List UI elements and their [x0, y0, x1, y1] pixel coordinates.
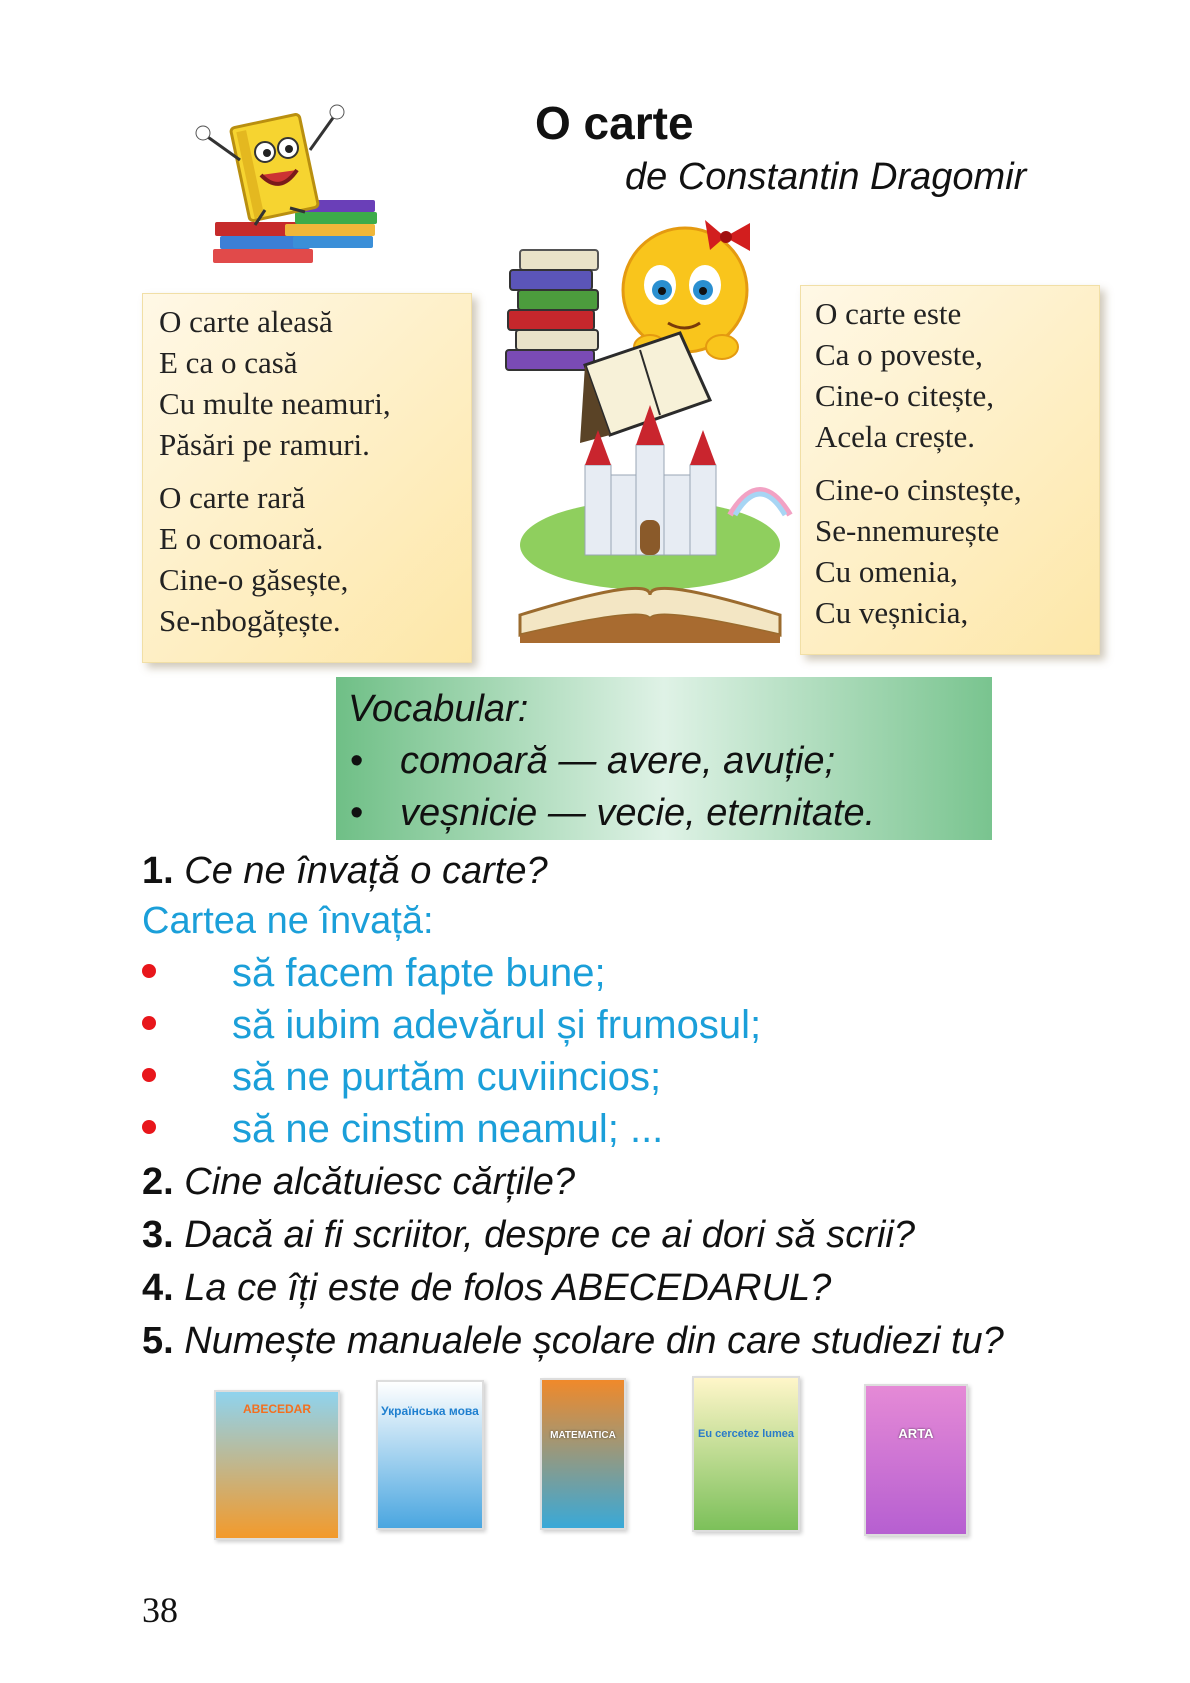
poem-stanza [159, 301, 471, 465]
vocabulary-heading: Vocabular: [348, 688, 529, 730]
poem-line: Cu veșnicia, [815, 595, 969, 630]
poem-line: Se-nbogățește. [159, 603, 341, 638]
question-5: 5. Numește manualele școlare din care studiezi tu? [142, 1320, 1004, 1362]
poem-line: O carte rară [159, 480, 306, 515]
poem-line: Cu multe neamuri, [159, 386, 391, 421]
vocabulary-item: • comoară — avere, avuție; [348, 735, 992, 787]
poem-stanza [815, 293, 1099, 457]
poem-line: Cine-o citește, [815, 378, 995, 413]
vocabulary-box [336, 677, 992, 840]
poem-line: O carte este [815, 296, 962, 331]
reading-smiley-illustration [500, 215, 800, 645]
poem-line: E o comoară. [159, 521, 324, 556]
red-bullet-icon [142, 1016, 156, 1030]
vocabulary-item: • veșnicie — vecie, eternitate. [348, 787, 992, 839]
poem-author: de Constantin Dragomir [625, 156, 1027, 198]
poem-line: O carte aleasă [159, 304, 333, 339]
red-bullet-icon [142, 964, 156, 978]
poem-line: Ca o poveste, [815, 337, 983, 372]
poem-line: Acela crește. [815, 419, 976, 454]
poem-line: Se-nnemurește [815, 513, 1000, 548]
textbook-cover-arta: ARTA [864, 1384, 968, 1536]
question-3: 3. Dacă ai fi scriitor, despre ce ai dori să scrii? [142, 1214, 915, 1256]
question-2: 2. Cine alcătuiesc cărțile? [142, 1161, 576, 1203]
book-character-illustration [185, 100, 395, 275]
bullet-icon: • [350, 792, 364, 834]
bullet-icon: • [350, 740, 364, 782]
question-1: 1. Ce ne învață o carte? [142, 850, 548, 892]
textbook-cover-abecedar: ABECEDAR [214, 1390, 340, 1540]
textbook-cover-matematica: MATEMATICA [540, 1378, 626, 1530]
answer-item: să iubim adevărul și frumosul; [142, 1005, 761, 1045]
answer-item: să ne purtăm cuviincios; [142, 1057, 661, 1097]
answer-item: să facem fapte bune; [142, 953, 606, 993]
question-4: 4. La ce îți este de folos ABECEDARUL? [142, 1267, 832, 1309]
textbook-cover-ukrainian: Українська мова [376, 1380, 484, 1530]
poem-stanza [159, 477, 471, 641]
poem-right-box [800, 285, 1100, 655]
poem-line: Cine-o găsește, [159, 562, 349, 597]
red-bullet-icon [142, 1068, 156, 1082]
poem-line: Cine-o cinstește, [815, 472, 1022, 507]
poem-line: Păsări pe ramuri. [159, 427, 370, 462]
poem-stanza [815, 469, 1099, 633]
textbook-cover-eu-cercetez-lumea: Eu cercetez lumea [692, 1376, 800, 1532]
poem-line: E ca o casă [159, 345, 298, 380]
poem-line: Cu omenia, [815, 554, 958, 589]
red-bullet-icon [142, 1120, 156, 1134]
answer-intro: Cartea ne învață: [142, 900, 434, 942]
poem-left-box [142, 293, 472, 663]
answer-item: să ne cinstim neamul; ... [142, 1109, 663, 1149]
page-number: 38 [142, 1590, 178, 1630]
poem-title: O carte [535, 97, 694, 149]
